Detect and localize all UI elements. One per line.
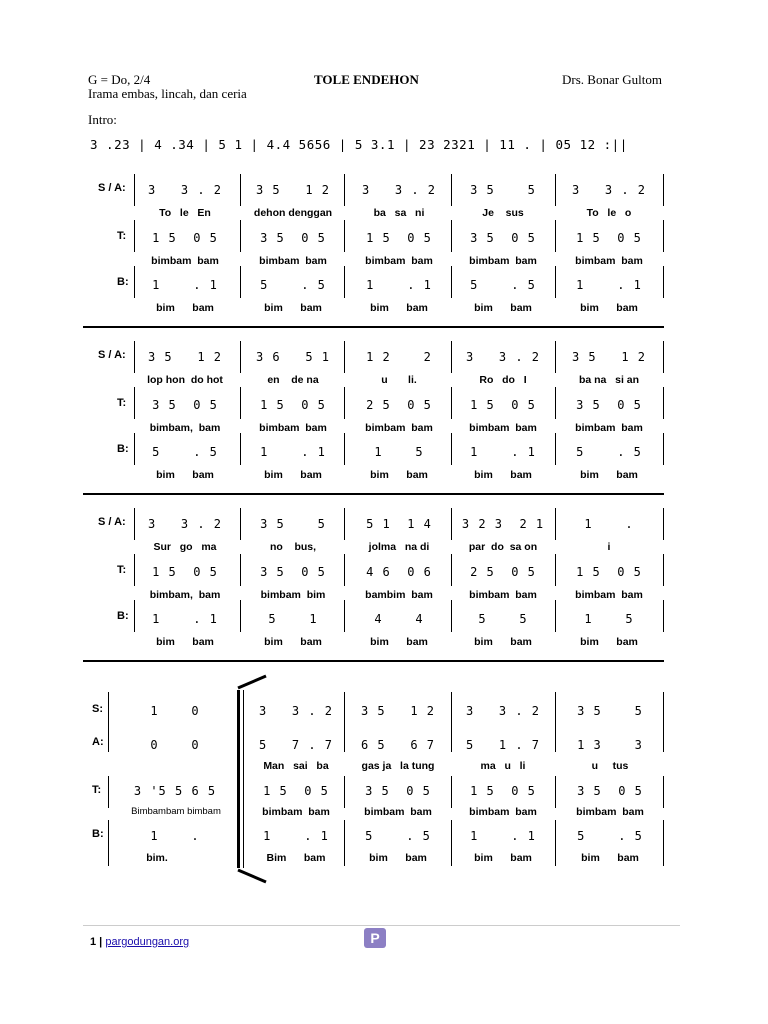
barline	[555, 341, 556, 373]
sa-lyrics: jolma na di	[368, 541, 430, 553]
sa-lyrics: en de na	[267, 374, 319, 386]
sa-lyrics: Je sus	[482, 207, 524, 219]
barline	[344, 220, 345, 252]
tenor-notes: 3 5 0 5	[576, 398, 642, 412]
tempo-marking: Irama embas, lincah, dan ceria	[88, 86, 247, 101]
barline	[663, 600, 664, 632]
footer-divider	[83, 925, 680, 926]
barline	[555, 220, 556, 252]
voice-label-b: B:	[117, 610, 129, 622]
tenor-notes: 3 5 0 5	[260, 231, 326, 245]
bass-notes: 5 . 5	[260, 278, 326, 292]
system-divider	[83, 660, 664, 662]
bass-lyrics: bim.	[146, 852, 168, 864]
bass-lyrics: bim bam	[264, 302, 322, 314]
barline	[451, 266, 452, 298]
bass-lyrics: bim bam	[580, 302, 638, 314]
sa-lyrics: ba sa ni	[373, 207, 425, 219]
voice-label-sa: S / A:	[98, 516, 126, 528]
bass-notes: 1 5	[584, 612, 634, 626]
barline	[451, 600, 452, 632]
alto-notes: 0 0	[150, 738, 200, 752]
barline	[555, 387, 556, 419]
site-logo-icon[interactable]: P	[364, 928, 386, 948]
bass-lyrics: bim bam	[264, 636, 322, 648]
tenor-lyrics: bimbam bam	[365, 255, 433, 267]
barline	[344, 776, 345, 808]
barline	[451, 508, 452, 540]
tenor-lyrics: bimbam bam	[469, 806, 537, 818]
tenor-notes: 2 5 0 5	[470, 565, 536, 579]
sa-notes: 3 6 5 1	[255, 350, 331, 364]
footer	[90, 936, 189, 948]
sa-lyrics: no bus,	[269, 541, 317, 553]
bass-notes: 5 . 5	[577, 829, 643, 843]
tenor-lyrics: bimbam bim	[260, 589, 326, 601]
bass-lyrics: bim bam	[156, 636, 214, 648]
sa-notes: 1 2 2	[366, 350, 432, 364]
barline	[451, 776, 452, 808]
tenor-notes: 1 5 0 5	[366, 231, 432, 245]
barline	[240, 433, 241, 465]
bass-notes: 4 4	[374, 612, 424, 626]
soprano-notes: 3 5 5	[577, 704, 643, 718]
barline	[663, 433, 664, 465]
tenor-notes: 1 5 0 5	[260, 398, 326, 412]
song-title: TOLE ENDEHON	[314, 72, 419, 87]
sa-notes: 3 5 5	[470, 183, 536, 197]
barline	[344, 174, 345, 206]
sa-notes: 3 3 . 2	[361, 183, 437, 197]
sa-notes: 1 .	[584, 517, 634, 531]
barline	[344, 266, 345, 298]
barline	[555, 820, 556, 866]
voice-label-t: T:	[117, 230, 127, 242]
barline	[451, 820, 452, 866]
voice-label-sa: S / A:	[98, 349, 126, 361]
barline	[555, 600, 556, 632]
bass-lyrics: bim bam	[370, 636, 428, 648]
voice-label-a: A:	[92, 736, 104, 748]
sa-notes: 3 3 . 2	[147, 183, 223, 197]
sa-lyrics: gas ja la tung	[361, 760, 435, 772]
tenor-lyrics: bimbam bam	[469, 422, 537, 434]
soprano-notes: 3 5 1 2	[360, 704, 436, 718]
tenor-notes: 3 5 0 5	[577, 784, 643, 798]
tenor-notes: 1 5 0 5	[470, 784, 536, 798]
tenor-lyrics: bimbam bam	[575, 255, 643, 267]
bass-lyrics: bim bam	[156, 302, 214, 314]
tenor-lyrics: bambim bam	[365, 589, 433, 601]
barline	[240, 220, 241, 252]
barline	[108, 820, 109, 866]
bass-notes: 1 5	[374, 445, 424, 459]
bass-lyrics: bim bam	[474, 852, 532, 864]
barline	[555, 266, 556, 298]
barline	[555, 554, 556, 586]
barline	[240, 508, 241, 540]
tenor-notes: 3 5 0 5	[260, 565, 326, 579]
sa-lyrics: To le o	[586, 207, 632, 219]
barline	[663, 554, 664, 586]
voice-label-b: B:	[117, 276, 129, 288]
tenor-lyrics: bimbam bam	[259, 422, 327, 434]
barline	[555, 776, 556, 808]
barline	[344, 433, 345, 465]
barline	[451, 692, 452, 752]
bass-notes: 1 . 1	[470, 445, 536, 459]
barline	[240, 266, 241, 298]
sa-notes: 3 3 . 2	[571, 183, 647, 197]
sa-lyrics: u tus	[591, 760, 629, 772]
voice-label-sa: S / A:	[98, 182, 126, 194]
site-link[interactable]: pargodungan.org	[105, 936, 190, 948]
tenor-lyrics: bimbam bam	[469, 255, 537, 267]
barline	[451, 174, 452, 206]
bass-notes: 5 . 5	[576, 445, 642, 459]
bass-notes: 1 . 1	[260, 445, 326, 459]
barline	[240, 554, 241, 586]
bass-lyrics: bim bam	[369, 852, 427, 864]
sa-notes: 3 2 3 2 1	[461, 517, 545, 531]
sa-lyrics: dehon denggan	[253, 207, 333, 219]
sa-lyrics: To le En	[159, 207, 211, 219]
barline	[555, 692, 556, 752]
bass-lyrics: bim bam	[474, 636, 532, 648]
tenor-notes: 3 5 0 5	[152, 398, 218, 412]
tenor-lyrics: bimbam bam	[469, 589, 537, 601]
tenor-notes: 1 5 0 5	[152, 231, 218, 245]
tenor-lyrics: bimbam bam	[365, 422, 433, 434]
intro-label: Intro:	[88, 112, 117, 127]
soprano-notes: 3 3 . 2	[465, 704, 541, 718]
bass-lyrics: bim bam	[580, 469, 638, 481]
barline	[240, 600, 241, 632]
bass-lyrics: bim bam	[264, 469, 322, 481]
sa-lyrics: Sur go ma	[153, 541, 217, 553]
barline	[344, 600, 345, 632]
sa-lyrics: Man sai ba	[263, 760, 329, 772]
bass-notes: 1 . 1	[470, 829, 536, 843]
tenor-lyrics: Bimbambam bimbam	[131, 806, 221, 817]
barline	[663, 174, 664, 206]
sa-lyrics: par do sa on	[468, 541, 538, 553]
alto-notes: 5 1 . 7	[465, 738, 541, 752]
alto-notes: 5 7 . 7	[258, 738, 334, 752]
sa-notes: 3 5 1 2	[255, 183, 331, 197]
bass-lyrics: bim bam	[581, 852, 639, 864]
voice-label-t: T:	[117, 564, 127, 576]
bass-notes: 1 . 1	[263, 829, 329, 843]
tenor-notes: 1 5 0 5	[576, 231, 642, 245]
tenor-notes: 1 5 0 5	[470, 398, 536, 412]
system-divider	[83, 326, 664, 328]
bass-notes: 1 .	[150, 829, 200, 843]
tenor-notes: 3 5 0 5	[470, 231, 536, 245]
barline	[344, 387, 345, 419]
barline	[344, 820, 345, 866]
barline	[108, 776, 109, 808]
bass-notes: 5 1	[268, 612, 318, 626]
voice-label-s: S:	[92, 703, 103, 715]
barline	[240, 174, 241, 206]
barline	[555, 174, 556, 206]
bass-notes: 5 . 5	[470, 278, 536, 292]
alto-notes: 1 3 3	[577, 738, 643, 752]
barline	[451, 341, 452, 373]
barline	[344, 554, 345, 586]
barline	[663, 692, 664, 752]
voice-label-t: T:	[117, 397, 127, 409]
barline	[451, 387, 452, 419]
voice-label-t: T:	[92, 784, 102, 796]
composer: Drs. Bonar Gultom	[562, 72, 663, 87]
bass-lyrics: bim bam	[474, 469, 532, 481]
tenor-lyrics: bimbam bam	[262, 806, 330, 818]
tenor-notes: 1 5 0 5	[576, 565, 642, 579]
soprano-notes: 3 3 . 2	[258, 704, 334, 718]
tenor-lyrics: bimbam bam	[151, 255, 219, 267]
sa-lyrics: lop hon do hot	[147, 374, 223, 386]
sa-lyrics: ba na si an	[578, 374, 640, 386]
page-number: 1 |	[90, 936, 103, 948]
tenor-lyrics: bimbam bam	[576, 806, 644, 818]
bass-lyrics: bim bam	[474, 302, 532, 314]
tenor-notes: 4 6 0 6	[366, 565, 432, 579]
tenor-notes: 2 5 0 5	[366, 398, 432, 412]
tenor-lyrics: bimbam bam	[259, 255, 327, 267]
tenor-lyrics: bimbam, bam	[149, 422, 221, 434]
tenor-lyrics: bimbam bam	[575, 589, 643, 601]
bass-lyrics: bim bam	[370, 302, 428, 314]
barline	[663, 508, 664, 540]
tenor-lyrics: bimbam, bam	[149, 589, 221, 601]
bass-notes: 5 5	[478, 612, 528, 626]
bass-lyrics: bim bam	[370, 469, 428, 481]
barline	[663, 776, 664, 808]
bass-notes: 1 . 1	[152, 278, 218, 292]
sa-notes: 3 5 1 2	[147, 350, 223, 364]
tenor-notes: 1 5 0 5	[263, 784, 329, 798]
alto-notes: 6 5 6 7	[360, 738, 436, 752]
tenor-notes: 3 5 0 5	[365, 784, 431, 798]
barline	[663, 220, 664, 252]
soprano-notes: 1 0	[150, 704, 200, 718]
bass-notes: 1 . 1	[152, 612, 218, 626]
sa-notes: 5 1 1 4	[366, 517, 432, 531]
intro-notation: 3 .23 | 4 .34 | 5 1 | 4.4 5656 | 5 3.1 | 23 2321 | 11 . | 05 12 :||	[90, 137, 628, 152]
tenor-notes: 1 5 0 5	[152, 565, 218, 579]
barline	[344, 341, 345, 373]
barline	[451, 433, 452, 465]
voice-label-b: B:	[117, 443, 129, 455]
system-divider	[83, 493, 664, 495]
barline	[451, 554, 452, 586]
barline	[108, 692, 109, 752]
barline	[663, 387, 664, 419]
key-signature: G = Do, 2/4	[88, 72, 151, 87]
sa-notes: 3 3 . 2	[465, 350, 541, 364]
tenor-lyrics: bimbam bam	[364, 806, 432, 818]
barline	[663, 266, 664, 298]
barline	[663, 341, 664, 373]
barline	[240, 341, 241, 373]
barline	[555, 433, 556, 465]
barline	[663, 820, 664, 866]
bass-notes: 5 . 5	[365, 829, 431, 843]
barline	[451, 220, 452, 252]
barline	[555, 508, 556, 540]
bass-lyrics: bim bam	[580, 636, 638, 648]
barline	[344, 508, 345, 540]
bass-notes: 1 . 1	[366, 278, 432, 292]
sa-notes: 3 5 1 2	[571, 350, 647, 364]
sa-notes: 3 5 5	[260, 517, 326, 531]
bass-lyrics: bim bam	[156, 469, 214, 481]
bass-notes: 5 . 5	[152, 445, 218, 459]
sa-lyrics: Ro do I	[479, 374, 527, 386]
sa-lyrics: ma u li	[480, 760, 526, 772]
barline	[344, 692, 345, 752]
tenor-lyrics: bimbam bam	[575, 422, 643, 434]
voice-label-b: B:	[92, 828, 104, 840]
bass-lyrics: Bim bam	[266, 852, 326, 864]
tenor-notes: 3 '5 5 6 5	[133, 784, 217, 798]
barline	[240, 387, 241, 419]
sa-notes: 3 3 . 2	[147, 517, 223, 531]
bass-notes: 1 . 1	[576, 278, 642, 292]
sa-lyrics: i	[607, 541, 611, 553]
sa-lyrics: u li.	[381, 374, 417, 386]
